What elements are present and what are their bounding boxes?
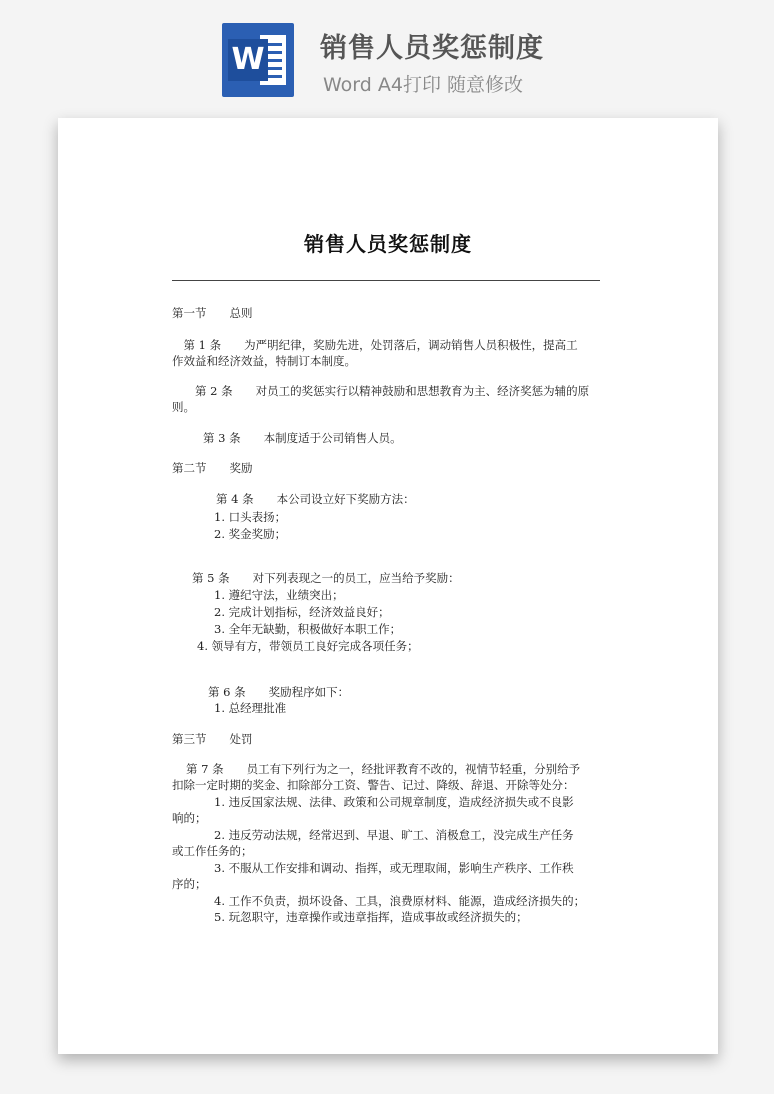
list-item: 2. 违反劳动法规，经常迟到、早退、旷工、消极怠工，没完成生产任务 <box>214 828 574 842</box>
word-app-icon <box>222 23 294 97</box>
list-item: 或工作任务的； <box>172 844 253 858</box>
section-heading: 第三节 处罚 <box>172 732 253 746</box>
article-line: 第 5 条 对下列表现之一的员工，应当给予奖励： <box>192 571 460 585</box>
article-line: 第 1 条 为严明纪律，奖励先进，处罚落后，调动销售人员积极性，提高工 <box>172 338 578 352</box>
article-line: 第 4 条 本公司设立好下奖励方法： <box>216 492 415 506</box>
document-page <box>58 118 718 1054</box>
article-line: 扣除一定时期的奖金、扣除部分工资、警告、记过、降级、辞退、开除等处分： <box>172 778 575 792</box>
document-title: 销售人员奖惩制度 <box>304 232 472 256</box>
list-item: 3. 不服从工作安排和调动、指挥，或无理取闹，影响生产秩序、工作秩 <box>214 861 574 875</box>
list-item: 2. 奖金奖励； <box>214 527 287 541</box>
section-heading: 第一节 总则 <box>172 306 253 320</box>
list-item: 1. 违反国家法规、法律、政策和公司规章制度，造成经济损失或不良影 <box>214 795 574 809</box>
list-item: 3. 全年无缺勤，积极做好本职工作； <box>214 622 402 636</box>
header <box>0 0 774 110</box>
header-subtitle: Word A4打印 随意修改 <box>323 74 524 96</box>
list-item: 1. 遵纪守法，业绩突出； <box>214 588 344 602</box>
list-item: 4. 领导有方，带领员工良好完成各项任务； <box>197 639 419 653</box>
header-title: 销售人员奖惩制度 <box>320 33 544 64</box>
list-item: 1. 总经理批准 <box>214 701 287 715</box>
article-line: 作效益和经济效益，特制订本制度。 <box>172 354 356 368</box>
list-item: 5. 玩忽职守，违章操作或违章指挥，造成事故或经济损失的； <box>214 910 528 924</box>
list-item: 2. 完成计划指标，经济效益良好； <box>214 605 390 619</box>
article-line: 第 7 条 员工有下列行为之一，经批评教育不改的，视情节轻重，分别给予 <box>186 762 581 776</box>
article-line: 第 2 条 对员工的奖惩实行以精神鼓励和思想教育为主、经济奖惩为辅的原 <box>172 384 590 398</box>
section-heading: 第二节 奖励 <box>172 461 253 475</box>
article-line: 第 6 条 奖励程序如下： <box>208 685 350 699</box>
list-item: 4. 工作不负责，损坏设备、工具，浪费原材料、能源，造成经济损失的； <box>214 894 586 908</box>
list-item: 响的； <box>172 811 207 825</box>
list-item: 序的； <box>172 877 207 891</box>
article-line: 则。 <box>172 400 195 414</box>
article-line: 第 3 条 本制度适于公司销售人员。 <box>180 431 402 445</box>
word-letter-badge: W <box>228 39 268 81</box>
list-item: 1. 口头表扬； <box>214 510 287 524</box>
title-rule <box>172 280 600 281</box>
